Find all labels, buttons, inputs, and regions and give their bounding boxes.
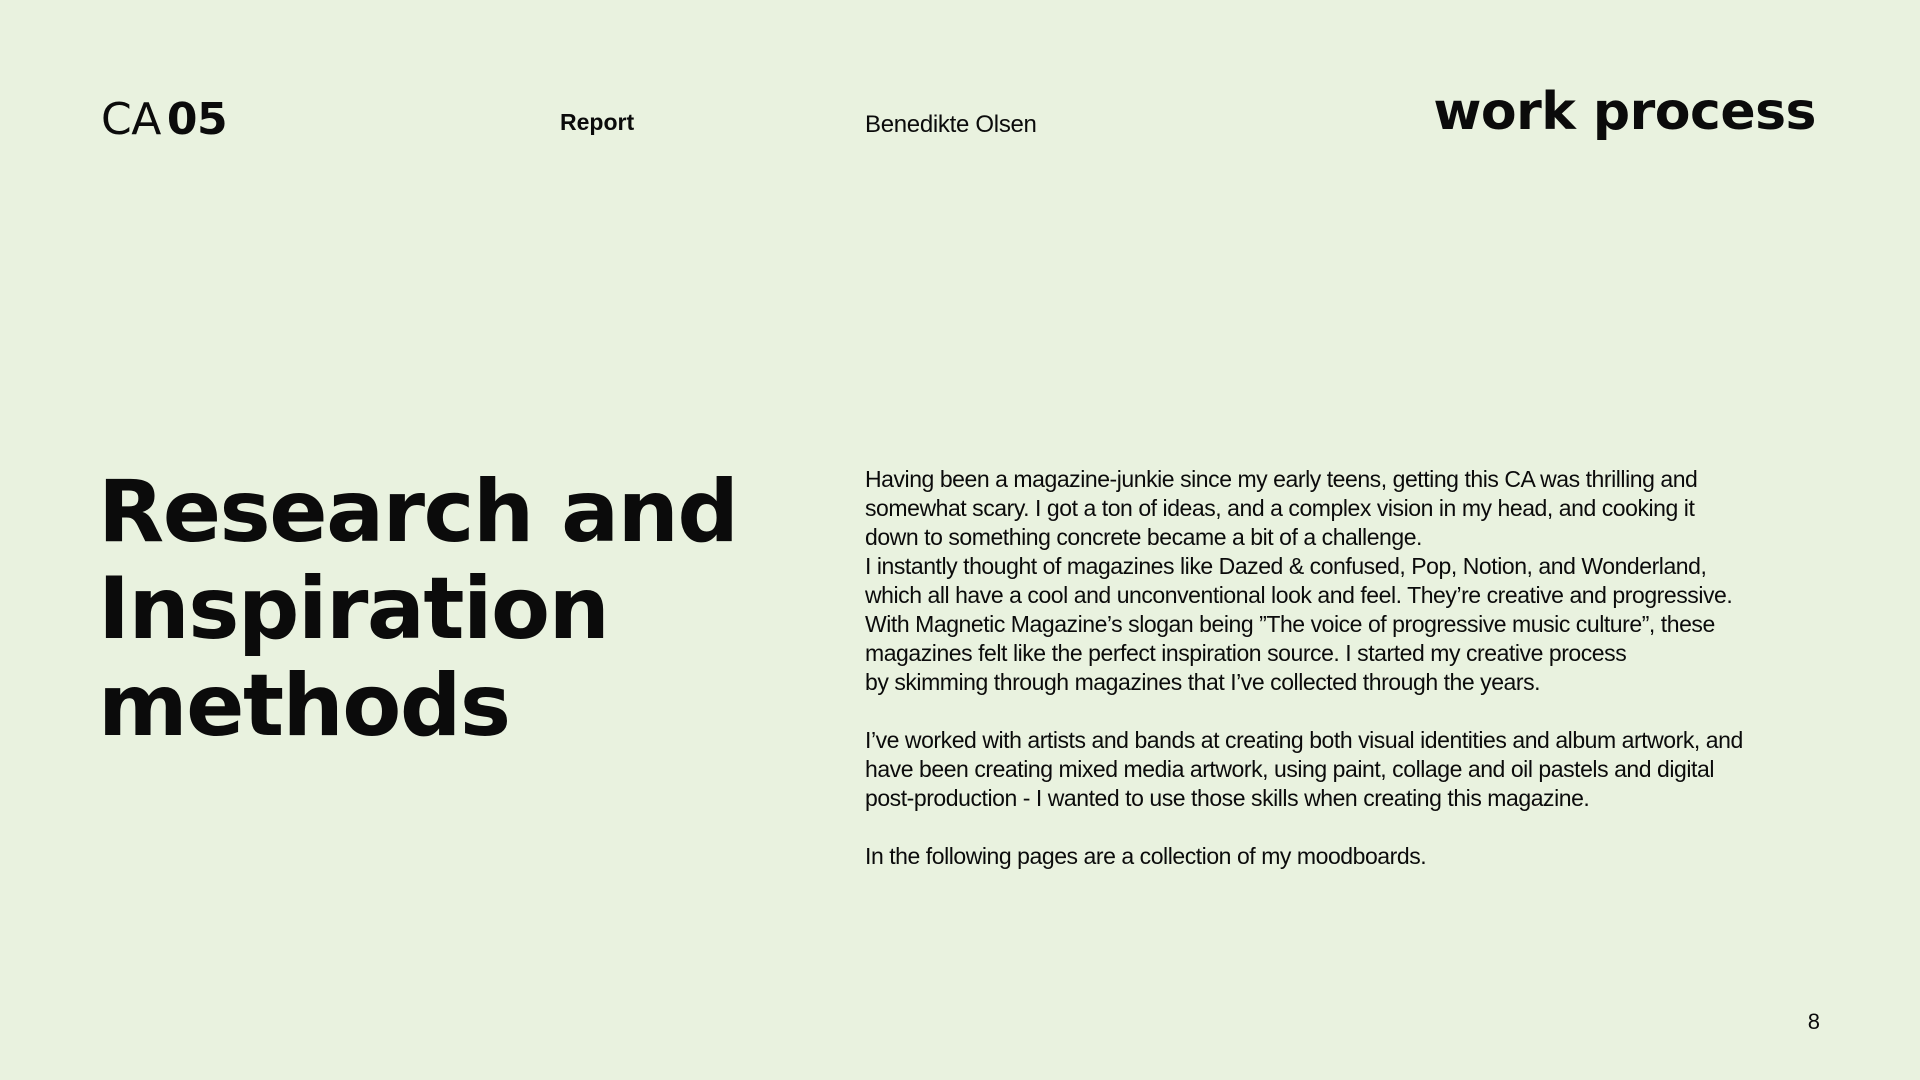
- course-code-prefix: CA: [101, 94, 161, 145]
- section-title: work process: [1433, 82, 1816, 142]
- text-line: Having been a magazine-junkie since my early teens, getting this CA was thrilling and: [865, 466, 1698, 492]
- text-line: I instantly thought of magazines like Dazed & confused, Pop, Notion, and Wonderland,: [865, 553, 1707, 579]
- paragraph-intro: [865, 465, 1825, 697]
- page-number: 8: [1807, 1009, 1820, 1034]
- course-code-number: 05: [166, 94, 228, 145]
- paragraph-moodboards: [865, 842, 1825, 871]
- text-line: I’ve worked with artists and bands at creating both visual identities and album artwork, and: [865, 727, 1743, 753]
- text-line: by skimming through magazines that I’ve collected through the years.: [865, 669, 1541, 695]
- text-line: In the following pages are a collection of my moodboards.: [865, 843, 1427, 869]
- text-line: With Magnetic Magazine’s slogan being ”The voice of progressive music culture”, these: [865, 611, 1715, 637]
- report-label: Report: [560, 109, 635, 135]
- body-text: [865, 465, 1825, 900]
- text-line: magazines felt like the perfect inspiration source. I started my creative process: [865, 640, 1627, 666]
- page-title-line: Inspiration: [98, 559, 609, 659]
- text-line: have been creating mixed media artwork, using paint, collage and oil pastels and digital: [865, 756, 1714, 782]
- page-title-line: methods: [98, 656, 510, 756]
- text-line: post-production - I wanted to use those skills when creating this magazine.: [865, 785, 1590, 811]
- author-name: Benedikte Olsen: [865, 111, 1037, 138]
- text-line: which all have a cool and unconventional look and feel. They’re creative and progressive.: [865, 582, 1733, 608]
- text-line: somewhat scary. I got a ton of ideas, and a complex vision in my head, and cooking it: [865, 495, 1695, 521]
- paragraph-skills: [865, 726, 1825, 813]
- course-code: [101, 94, 228, 145]
- page-title: [98, 464, 818, 755]
- page-title-line: Research and: [98, 462, 738, 562]
- text-line: down to something concrete became a bit of a challenge.: [865, 524, 1422, 550]
